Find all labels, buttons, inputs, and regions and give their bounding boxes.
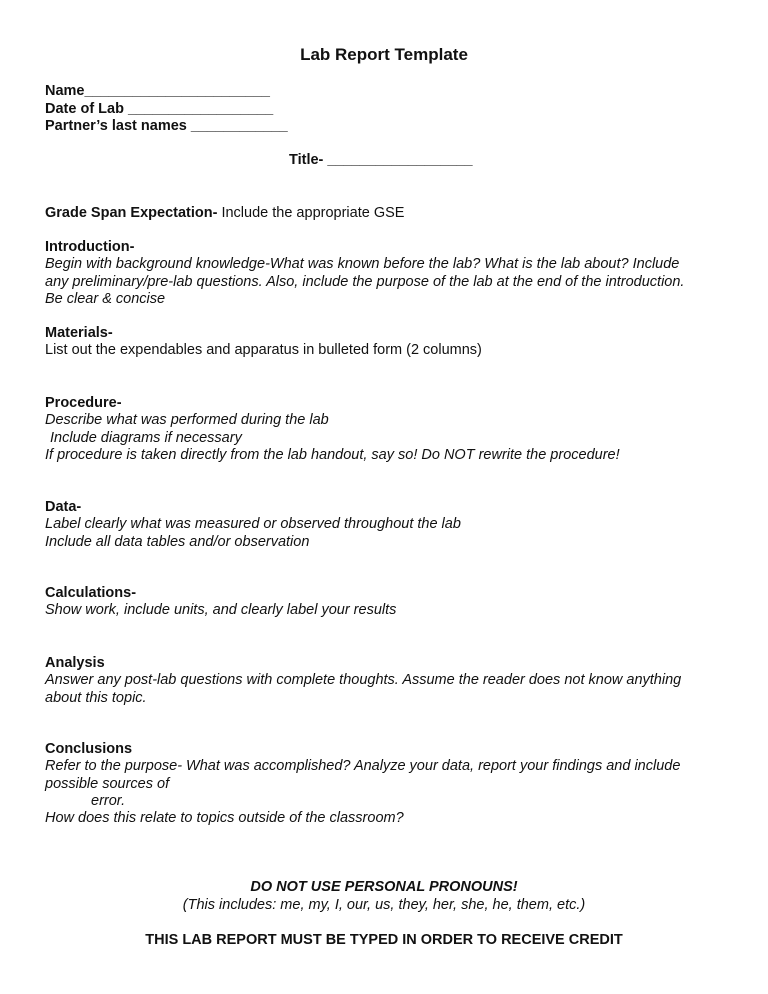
procedure-line: Describe what was performed during the lab (45, 412, 329, 429)
conclusions-line: error. (91, 792, 126, 809)
conclusions-line: possible sources of (45, 775, 170, 792)
materials-line: List out the expendables and apparatus in bulleted form (2 columns) (45, 342, 482, 359)
conclusions-heading: Conclusions (45, 741, 133, 757)
section-calculations (45, 585, 725, 620)
document-title: Lab Report Template (300, 45, 468, 64)
section-analysis (45, 655, 725, 707)
date-of-lab-field: Date of Lab __________________ (45, 100, 274, 117)
section-introduction (45, 239, 725, 308)
typed-requirement: THIS LAB REPORT MUST BE TYPED IN ORDER TO RECEIVE CREDIT (145, 932, 623, 948)
partners-field: Partner’s last names ____________ (45, 118, 288, 134)
pronoun-warning-examples: (This includes: me, my, I, our, us, they, her, she, he, them, etc.) (182, 897, 586, 913)
analysis-line: about this topic. (45, 689, 147, 706)
gse-text: Include the appropriate GSE (217, 205, 405, 221)
name-field: Name_______________________ (45, 83, 270, 99)
data-line: Include all data tables and/or observation (45, 533, 310, 550)
section-gse (45, 205, 725, 222)
report-title-field: Title- __________________ (289, 152, 473, 168)
procedure-heading: Procedure- (45, 395, 122, 411)
conclusions-line: How does this relate to topics outside of the classroom? (45, 810, 404, 827)
section-materials (45, 325, 725, 360)
pronoun-warning: DO NOT USE PERSONAL PRONOUNS! (250, 879, 518, 895)
introduction-heading: Introduction- (45, 239, 135, 255)
section-data (45, 499, 725, 551)
introduction-line: Be clear & concise (45, 290, 166, 307)
data-line: Label clearly what was measured or observed throughout the lab (45, 516, 461, 533)
gse-heading: Grade Span Expectation- (45, 205, 218, 221)
section-conclusions (45, 741, 725, 827)
analysis-heading: Analysis (45, 655, 105, 671)
introduction-line: Begin with background knowledge-What was known before the lab? What is the lab about? Include (45, 256, 680, 273)
conclusions-line: Refer to the purpose- What was accomplished? Analyze your data, report your findings and include (45, 758, 681, 775)
analysis-line: Answer any post-lab questions with complete thoughts. Assume the reader does not know anything (45, 672, 682, 689)
materials-heading: Materials- (45, 325, 113, 341)
header-fields (45, 83, 288, 136)
procedure-line: Include diagrams if necessary (50, 429, 242, 446)
calculations-heading: Calculations- (45, 585, 137, 601)
data-heading: Data- (45, 499, 82, 515)
calculations-line: Show work, include units, and clearly label your results (45, 602, 397, 619)
procedure-line: If procedure is taken directly from the lab handout, say so! Do NOT rewrite the procedure! (45, 446, 620, 463)
introduction-line: any preliminary/pre-lab questions. Also, include the purpose of the lab at the end of the introduction. (45, 273, 685, 290)
section-procedure (45, 395, 725, 464)
